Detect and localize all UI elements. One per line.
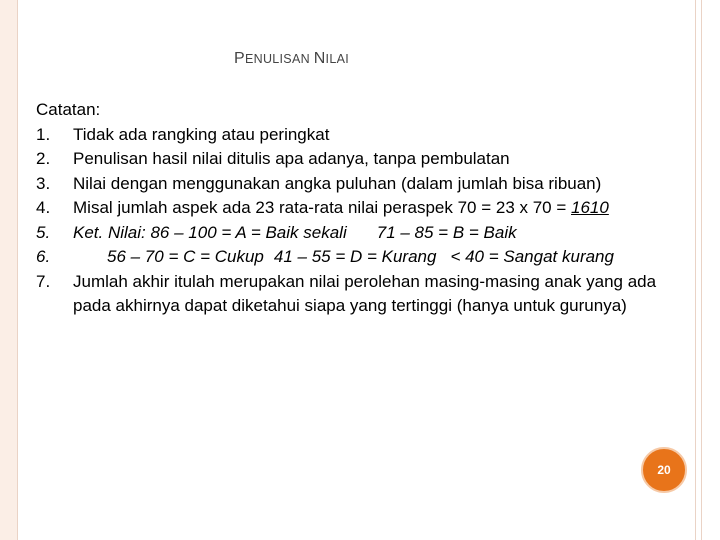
title-cap-2: N <box>313 50 326 67</box>
left-decorative-border <box>0 0 17 540</box>
page-number-badge <box>641 447 687 493</box>
slide-body <box>36 98 686 319</box>
title-rest-1: ENULISAN <box>244 52 314 66</box>
list-item-text: Misal jumlah aspek ada 23 rata-rata nilai peraspek 70 = 23 x 70 = <box>73 198 572 217</box>
list-item <box>36 196 686 221</box>
left-border-rule <box>17 0 18 540</box>
list-number: 7. <box>36 271 51 291</box>
list-number: 1. <box>36 124 51 144</box>
list-item <box>36 270 686 319</box>
grade-range-d: 41 – 55 = D = Kurang <box>273 247 437 266</box>
slide-title <box>234 50 534 68</box>
list-number: 4. <box>36 198 51 217</box>
list-item <box>36 172 686 197</box>
grade-range-c: 56 – 70 = C = Cukup <box>107 247 264 266</box>
list-number: 5. <box>36 222 51 242</box>
list-item <box>36 147 686 172</box>
list-number: 3. <box>36 173 51 193</box>
list-item <box>36 245 686 270</box>
list-number: 6. <box>36 247 51 266</box>
title-cap-1: P <box>234 50 245 67</box>
list-number: 2. <box>36 149 51 168</box>
list-item-text: Penulisan hasil nilai ditulis apa adanya, tanpa pembulatan <box>73 149 510 168</box>
grade-range-a: Ket. Nilai: 86 – 100 = A = Baik sekali <box>73 222 347 242</box>
title-rest-2: ILAI <box>325 52 349 66</box>
list-item-text: Jumlah akhir itulah merupakan nilai perolehan masing-masing anak yang ada pada akhirnya dapat diketahui siapa yang tertinggi (hanya untuk gurunya) <box>73 271 657 315</box>
right-border-rule-outer <box>695 0 696 540</box>
notes-list <box>36 123 686 319</box>
right-border-rule-inner <box>701 0 702 540</box>
list-item-text: Tidak ada rangking atau peringkat <box>73 124 330 144</box>
list-item <box>36 221 686 246</box>
page-number: 20 <box>657 463 671 477</box>
list-item <box>36 123 686 148</box>
notes-heading: Catatan: <box>36 100 101 119</box>
total-value: 1610 <box>571 198 609 217</box>
grade-range-b: 71 – 85 = B = Baik <box>376 222 517 242</box>
grade-range-e: < 40 = Sangat kurang <box>450 247 614 266</box>
list-item-text: Nilai dengan menggunakan angka puluhan (dalam jumlah bisa ribuan) <box>73 173 602 193</box>
